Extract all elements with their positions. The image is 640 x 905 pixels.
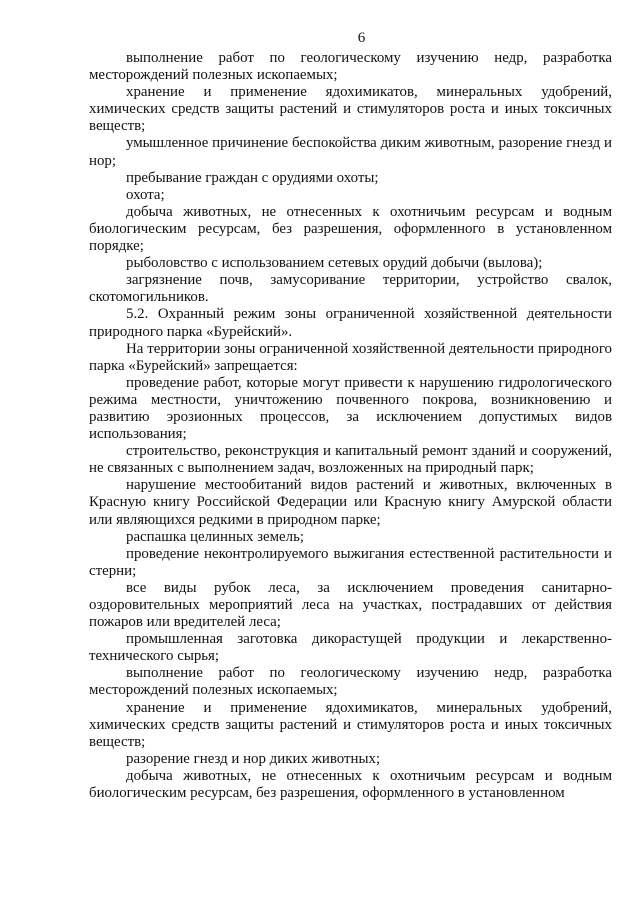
paragraph: хранение и применение ядохимикатов, минеральных удобрений, химических средств защиты растений и стимуляторов роста и иных токсичных веществ; xyxy=(89,84,612,135)
paragraph: все виды рубок леса, за исключением проведения санитарно-оздоровительных мероприятий леса на участках, пострадавших от действия пожаров или вредителей леса; xyxy=(89,579,612,631)
paragraph: разорение гнезд и нор диких животных; xyxy=(126,750,381,767)
paragraph: выполнение работ по геологическому изучению недр, разработка месторождений полезных ископаемых; xyxy=(89,665,612,699)
paragraph: проведение работ, которые могут привести к нарушению гидрологического режима местности, уничтожению почвенного покрова, возникновению и развитию эрозионных процессов, за исключением допустимых видов использования; xyxy=(89,374,612,443)
paragraph: охота; xyxy=(126,186,165,203)
paragraph: добыча животных, не отнесенных к охотничьим ресурсам и водным биологическим ресурсам, без разрешения, оформленного в установленном порядке; xyxy=(89,203,612,255)
document-body xyxy=(89,50,612,802)
paragraph: промышленная заготовка дикорастущей продукции и лекарственно-технического сырья; xyxy=(89,631,612,665)
paragraph: строительство, реконструкция и капитальный ремонт зданий и сооружений, не связанных с выполнением задач, возложенных на природный парк; xyxy=(89,443,612,477)
paragraph: рыболовство с использованием сетевых орудий добычи (вылова); xyxy=(126,255,543,272)
section-heading: 5.2. Охранный режим зоны ограниченной хозяйственной деятельности природного парка «Бурейский». xyxy=(89,306,612,340)
paragraph: нарушение местообитаний видов растений и животных, включенных в Красную книгу Российской Федерации или Красную книгу Амурской области или являющихся редкими в природном парке; xyxy=(89,477,612,528)
paragraph: хранение и применение ядохимикатов, минеральных удобрений, химических средств защиты растений и стимуляторов роста и иных токсичных веществ; xyxy=(89,699,612,750)
paragraph: распашка целинных земель; xyxy=(126,528,305,545)
paragraph: На территории зоны ограниченной хозяйственной деятельности природного парка «Бурейский» запрещается: xyxy=(89,340,612,374)
paragraph: выполнение работ по геологическому изучению недр, разработка месторождений полезных ископаемых; xyxy=(89,50,612,84)
page-number: 6 xyxy=(357,30,366,46)
paragraph: умышленное причинение беспокойства диким животным, разорение гнезд и нор; xyxy=(89,135,612,169)
paragraph: пребывание граждан с орудиями охоты; xyxy=(126,169,379,186)
paragraph: проведение неконтролируемого выжигания естественной растительности и стерни; xyxy=(89,545,612,579)
paragraph: добыча животных, не отнесенных к охотничьим ресурсам и водным биологическим ресурсам, без разрешения, оформленного в установленном xyxy=(89,767,612,802)
paragraph: загрязнение почв, замусоривание территории, устройство свалок, скотомогильников. xyxy=(89,272,612,306)
